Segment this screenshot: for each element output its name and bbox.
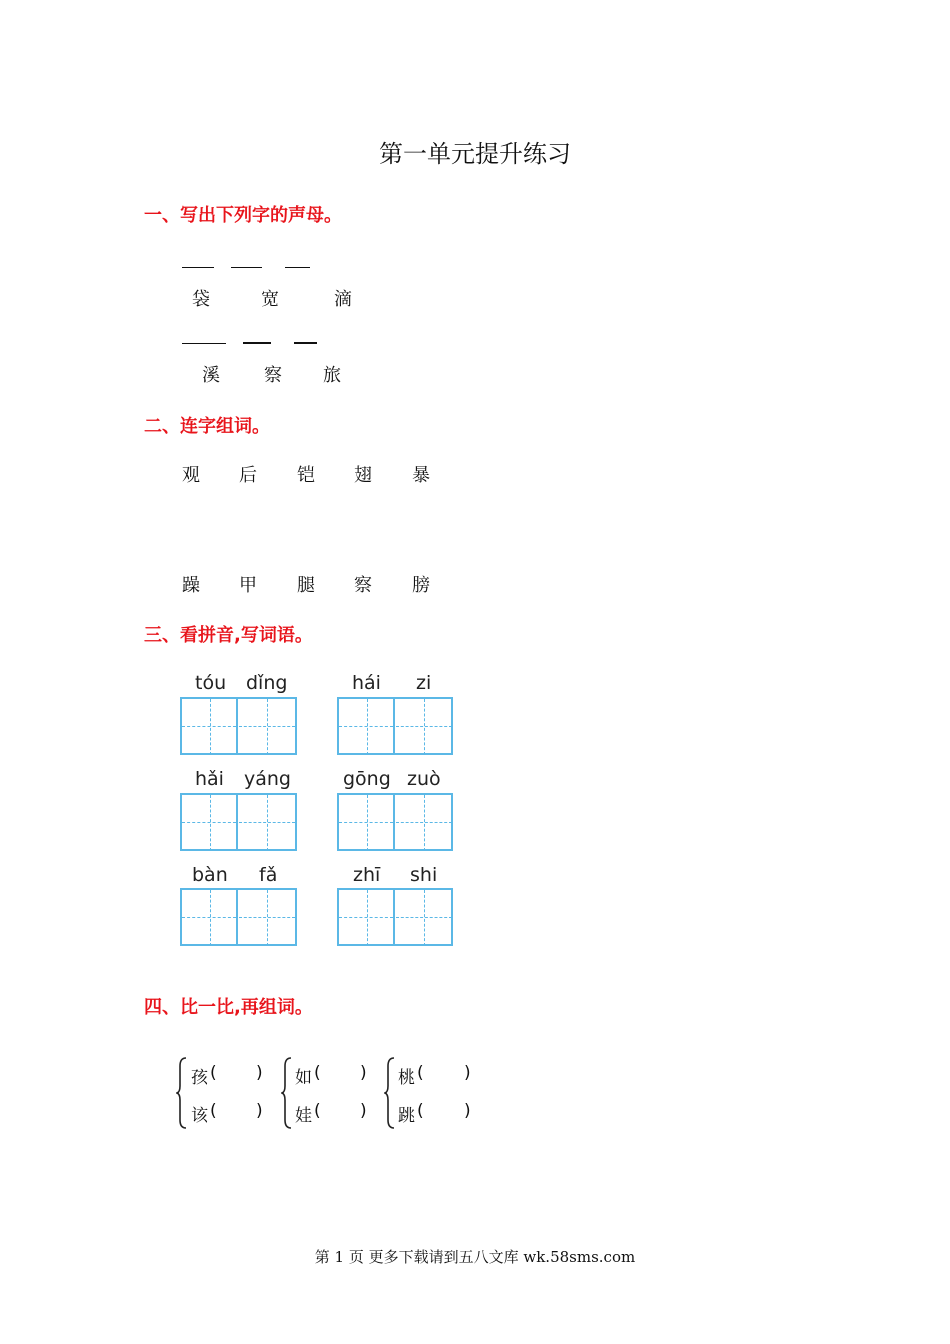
character: 翅 — [354, 465, 372, 486]
answer-blank — [182, 343, 226, 344]
brace-icon — [281, 1056, 293, 1130]
section-3-heading: 三、看拼音,写词语。 — [144, 625, 313, 646]
open-paren: ( — [314, 1063, 321, 1083]
pinyin: shi — [410, 864, 438, 886]
compare-character: 孩 — [191, 1068, 208, 1088]
compare-character: 桃 — [398, 1068, 415, 1088]
pinyin: zhī — [353, 864, 381, 886]
open-paren: ( — [314, 1101, 321, 1121]
character: 滴 — [334, 289, 352, 310]
character: 腿 — [297, 575, 315, 596]
pinyin: zi — [416, 672, 432, 694]
brace-icon — [176, 1056, 188, 1130]
writing-grid[interactable] — [337, 793, 453, 851]
section-4-heading: 四、比一比,再组词。 — [144, 997, 313, 1018]
answer-blank — [243, 342, 271, 344]
character: 观 — [182, 465, 200, 486]
close-paren: ) — [256, 1063, 263, 1083]
character: 袋 — [192, 289, 210, 310]
character: 暴 — [412, 465, 430, 486]
close-paren: ) — [464, 1063, 471, 1083]
character: 膀 — [412, 575, 430, 596]
pinyin: yáng — [244, 768, 291, 790]
character: 铠 — [297, 465, 315, 486]
writing-grid[interactable] — [337, 697, 453, 755]
answer-blank — [285, 267, 310, 268]
open-paren: ( — [210, 1101, 217, 1121]
pinyin: fǎ — [259, 864, 278, 886]
close-paren: ) — [464, 1101, 471, 1121]
open-paren: ( — [210, 1063, 217, 1083]
answer-blank — [182, 267, 214, 268]
pinyin: dǐng — [246, 672, 288, 694]
character: 溪 — [202, 365, 220, 386]
pinyin: bàn — [192, 864, 228, 886]
page-title: 第一单元提升练习 — [379, 140, 571, 168]
close-paren: ) — [360, 1101, 367, 1121]
character: 察 — [264, 365, 282, 386]
section-1-heading: 一、写出下列字的声母。 — [144, 205, 342, 226]
compare-character: 如 — [295, 1068, 312, 1088]
pinyin: zuò — [407, 768, 441, 790]
close-paren: ) — [360, 1063, 367, 1083]
open-paren: ( — [417, 1063, 424, 1083]
character: 察 — [354, 575, 372, 596]
writing-grid[interactable] — [180, 888, 297, 946]
character: 甲 — [239, 575, 257, 596]
page-footer: 第 1 页 更多下载请到五八文库 wk.58sms.com — [314, 1248, 636, 1266]
pinyin: gōng — [343, 768, 391, 790]
character: 旅 — [323, 365, 341, 386]
pinyin: tóu — [195, 672, 227, 694]
answer-blank — [294, 342, 317, 344]
compare-character: 跳 — [398, 1106, 415, 1126]
writing-grid[interactable] — [180, 793, 297, 851]
pinyin: hái — [352, 672, 381, 694]
writing-grid[interactable] — [180, 697, 297, 755]
pinyin: hǎi — [195, 768, 224, 790]
writing-grid[interactable] — [337, 888, 453, 946]
answer-blank — [231, 267, 262, 268]
compare-character: 该 — [191, 1106, 208, 1126]
brace-icon — [384, 1056, 396, 1130]
close-paren: ) — [256, 1101, 263, 1121]
compare-character: 娃 — [295, 1106, 312, 1126]
character: 宽 — [261, 289, 279, 310]
open-paren: ( — [417, 1101, 424, 1121]
character: 躁 — [182, 575, 200, 596]
section-2-heading: 二、连字组词。 — [144, 416, 270, 437]
character: 后 — [239, 465, 257, 486]
